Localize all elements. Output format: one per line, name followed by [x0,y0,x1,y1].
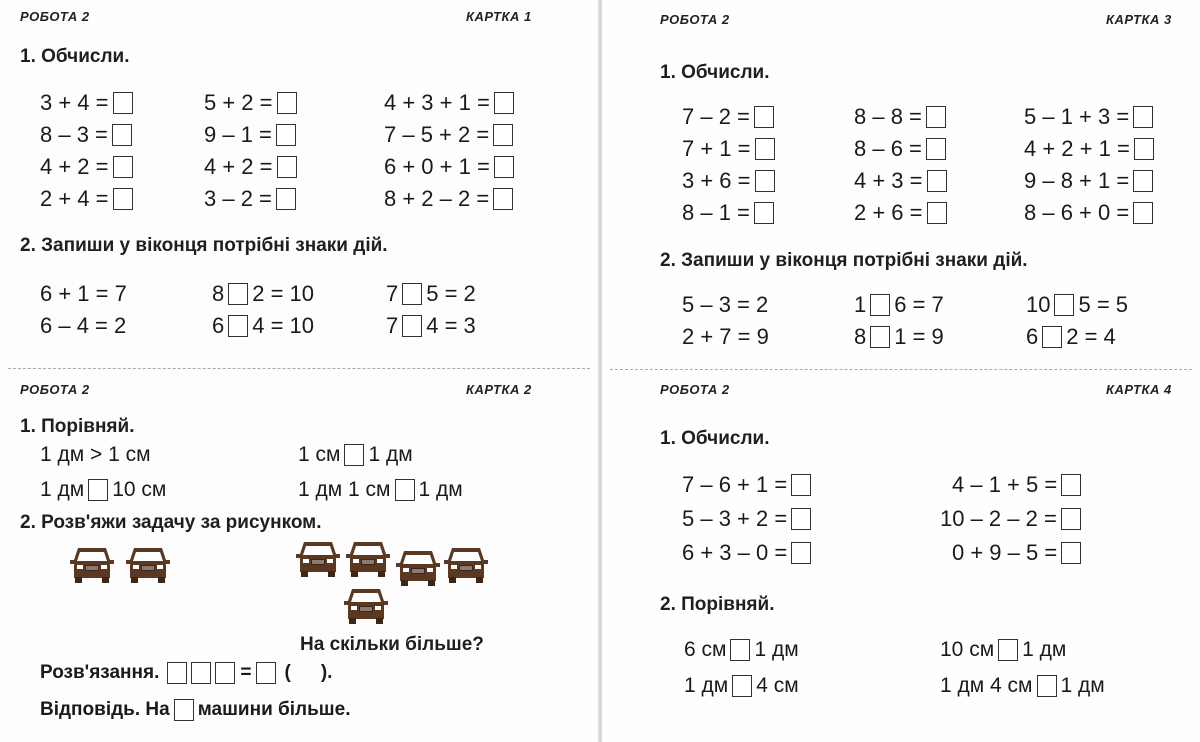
comparison: 1 дм 1 см 1 дм [298,478,463,501]
sign-box[interactable] [998,639,1018,661]
question: На скільки більше? [300,634,484,655]
exercise: 7 – 6 + 1 = [682,472,811,498]
exercise: 9 – 8 + 1 = [1024,168,1153,194]
left-page [0,0,598,742]
car-icon [344,585,388,625]
answer-box[interactable] [276,188,296,210]
exercise: 3 + 4 = [40,90,133,116]
exercise: 5 – 1 + 3 = [1024,104,1153,130]
exercise: 1 6 = 7 [854,292,944,317]
exercise: 8 – 8 = [854,104,946,130]
solution-line: Розв'язання. = ( ). [40,662,333,683]
card-label: КАРТКА 2 [466,382,532,397]
sign-box[interactable] [870,326,890,348]
answer-box[interactable] [494,156,514,178]
card-2 [0,372,598,742]
exercise: 8 1 = 9 [854,324,944,349]
sign-box[interactable] [870,294,890,316]
comparison: 6 см 1 дм [684,638,799,661]
exercise: 3 – 2 = [204,186,296,212]
answer-box[interactable] [755,170,775,192]
sign-box[interactable] [344,444,364,466]
exercise: 6 + 1 = 7 [40,281,127,306]
card-label: КАРТКА 3 [1106,12,1172,27]
comparison: 10 см 1 дм [940,638,1067,661]
answer-box[interactable] [113,188,133,210]
exercise: 6 + 0 + 1 = [384,154,514,180]
answer-box[interactable] [112,124,132,146]
answer-box[interactable] [1061,508,1081,530]
sign-box[interactable] [88,479,108,501]
answer-box[interactable] [927,170,947,192]
task-1-title: 1. Обчисли. [660,428,770,449]
sign-box[interactable] [402,283,422,305]
exercise: 9 – 1 = [204,122,296,148]
exercise: 10 5 = 5 [1026,292,1129,317]
car-icon [396,547,440,587]
comparison: 1 дм 10 см [40,478,167,501]
exercise: 4 + 3 = [854,168,947,194]
exercise: 4 + 2 + 1 = [1024,136,1154,162]
exercise: 8 – 3 = [40,122,132,148]
cut-line [8,368,590,369]
exercise: 7 + 1 = [682,136,775,162]
answer-box[interactable] [927,202,947,224]
answer-box[interactable] [755,138,775,160]
exercise: 8 2 = 10 [212,281,315,306]
exercise: 6 + 3 – 0 = [682,540,811,566]
exercise: 7 4 = 3 [386,313,476,338]
car-icon [296,538,340,578]
car-icon [444,544,488,584]
exercise: 3 + 6 = [682,168,775,194]
card-label: КАРТКА 4 [1106,382,1172,397]
solution-box[interactable] [215,662,235,684]
exercise: 4 – 1 + 5 = [952,472,1081,498]
cut-line [610,369,1192,370]
exercise: 6 – 4 = 2 [40,313,127,338]
answer-box[interactable] [791,542,811,564]
comparison: 1 дм 4 см [684,674,799,697]
work-label: РОБОТА 2 [660,382,730,397]
sign-box[interactable] [228,315,248,337]
exercise: 5 + 2 = [204,90,297,116]
work-label: РОБОТА 2 [20,9,90,24]
answer-box[interactable] [1133,106,1153,128]
exercise: 4 + 3 + 1 = [384,90,514,116]
answer-box[interactable] [494,92,514,114]
exercise: 4 + 2 = [40,154,133,180]
sign-box[interactable] [732,675,752,697]
card-label: КАРТКА 1 [466,9,532,24]
exercise: 0 + 9 – 5 = [952,540,1081,566]
sign-box[interactable] [1054,294,1074,316]
car-icon [346,538,390,578]
task-2-title: 2. Розв'яжи задачу за рисунком. [20,512,322,533]
exercise: 10 – 2 – 2 = [940,506,1081,532]
sign-box[interactable] [228,283,248,305]
sign-box[interactable] [1042,326,1062,348]
sign-box[interactable] [395,479,415,501]
answer-box[interactable] [1133,170,1153,192]
task-2-title: 2. Запиши у віконця потрібні знаки дій. [660,250,1028,271]
exercise: 4 + 2 = [204,154,297,180]
exercise: 5 – 3 + 2 = [682,506,811,532]
answer-box[interactable] [1133,202,1153,224]
exercise: 6 2 = 4 [1026,324,1116,349]
comparison: 1 дм > 1 см [40,443,151,466]
exercise: 8 – 6 + 0 = [1024,200,1153,226]
answer-box[interactable] [277,156,297,178]
exercise: 8 + 2 – 2 = [384,186,513,212]
work-label: РОБОТА 2 [660,12,730,27]
exercise: 8 – 6 = [854,136,946,162]
answer-box[interactable] [1061,474,1081,496]
solution-box[interactable] [191,662,211,684]
answer-box[interactable] [754,202,774,224]
car-icon [126,544,170,584]
answer-box[interactable] [926,106,946,128]
answer-box[interactable] [926,138,946,160]
sign-box[interactable] [1037,675,1057,697]
card-4 [602,372,1200,742]
right-page [602,0,1200,742]
answer-box[interactable] [1134,138,1154,160]
exercise: 2 + 6 = [854,200,947,226]
answer-box[interactable] [754,106,774,128]
answer-box[interactable] [174,699,194,721]
task-1-title: 1. Порівняй. [20,416,135,437]
answer-box[interactable] [113,156,133,178]
task-1-title: 1. Обчисли. [660,62,770,83]
task-2-title: 2. Запиши у віконця потрібні знаки дій. [20,235,388,256]
card-1 [0,0,598,370]
answer-box[interactable] [113,92,133,114]
exercise: 2 + 4 = [40,186,133,212]
exercise: 7 – 5 + 2 = [384,122,513,148]
answer-box[interactable] [493,188,513,210]
comparison: 1 см 1 дм [298,443,413,466]
exercise: 7 – 2 = [682,104,774,130]
answer-box[interactable] [277,92,297,114]
answer-box[interactable] [791,474,811,496]
task-2-title: 2. Порівняй. [660,594,775,615]
exercise: 2 + 7 = 9 [682,324,769,349]
car-icon [70,544,114,584]
comparison: 1 дм 4 см 1 дм [940,674,1105,697]
solution-box[interactable] [167,662,187,684]
answer-box[interactable] [276,124,296,146]
answer-box[interactable] [791,508,811,530]
task-1-title: 1. Обчисли. [20,46,130,67]
answer-box[interactable] [493,124,513,146]
exercise: 8 – 1 = [682,200,774,226]
work-label: РОБОТА 2 [20,382,90,397]
solution-box[interactable] [256,662,276,684]
answer-box[interactable] [1061,542,1081,564]
card-3 [602,0,1200,370]
exercise: 7 5 = 2 [386,281,476,306]
sign-box[interactable] [402,315,422,337]
sign-box[interactable] [730,639,750,661]
exercise: 5 – 3 = 2 [682,292,769,317]
answer-line: Відповідь. На машини більше. [40,699,351,720]
exercise: 6 4 = 10 [212,313,315,338]
